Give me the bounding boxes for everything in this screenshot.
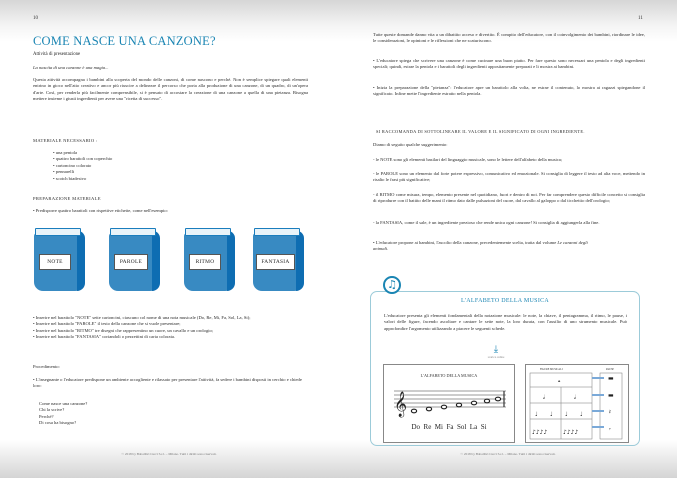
svg-text:♪♪♪♪: ♪♪♪♪ (563, 429, 579, 436)
prep-intro: • Predisporre quattro barattoli con rispettive etichette, come nell'esempio: (33, 208, 168, 213)
note-names: Do Re Mi Fa Sol La Si (411, 423, 487, 431)
download-button[interactable] (482, 345, 510, 359)
svg-text:♩: ♩ (565, 411, 568, 418)
prep-step: • Inserire nel barattolo "NOTE" sette cartoncini, ciascuno col nome di una nota musicale (Do, Re, Mi, Fa, Sol, La, Si); (33, 315, 251, 320)
procedure-text: • L'insegnante o l'educatore predispone un ambiente accogliente e rilassato per presentare l'attività, fa sedere i bambini disposti in cerchio e chiede loro: (33, 377, 302, 389)
final-bullet: • L'educatore propone ai bambini, l'ascolto della canzone, precedentemente scelta, tratta dal volume Le canzoni degli animali. (373, 240, 588, 252)
music-note-icon: ♫ (383, 276, 401, 294)
material-item: • quattro barattoli con coperchio (53, 156, 113, 162)
jar-fantasia (253, 228, 304, 291)
page-title: COME NASCE UNA CANZONE? (33, 34, 216, 48)
opening-paragraph: Tutte queste domande danno vita a un dibattito acceso e divertito. È compito dell'educatore, con il coinvolgimento dei bambini, riordinare le idee, le considerazioni, le opinioni e le riflessioni che ne scaturiscono. (373, 32, 645, 44)
suggestion-ritmo: - il RITMO come misura, tempo, elemento presente nel quotidiano, fuori e dentro di noi. Per far comprendere questo difficile concetto si consiglia di riprodurre con il battito delle mani il ritmo dato dalle pulsazioni del cuore, dal cavallo al galoppo o dal ticchettio dell'orologio; (373, 192, 645, 204)
jar-label: NOTE (39, 254, 71, 270)
procedure-heading: Procedimento: (33, 364, 60, 369)
download-icon: ⤓ (493, 344, 499, 355)
material-item: • una pentola (53, 150, 78, 155)
svg-text:♩: ♩ (580, 411, 583, 418)
bullet-1: • L'educatore spiega che scrivere una canzone è come cucinare una buon piatto. Per fare questo sono necessari una pentola e degli ingredienti speciali; quindi, estrae la pentola e i barattoli degli ingredienti appositamente preparati e li mostra ai bambini. (373, 58, 645, 70)
question: Chi la scrive? (39, 407, 65, 413)
footer-left: © 2018 by Babalibri Curci S.r.l. – Milano. Tutti i diritti sono riservati. (121, 452, 217, 456)
svg-text:𝅝: 𝅝 (558, 377, 561, 384)
svg-text:♩: ♩ (550, 411, 553, 418)
col-pause: PAUSE (606, 368, 614, 371)
svg-text:𝅗𝅥: 𝅗𝅥 (574, 394, 576, 401)
suggestion-parole: - le PAROLE sono un elemento dal forte potere espressivo, comunicativo ed emozionale. Si consiglia di leggere il testo ad alta voce, mettendo in risalto le frasi più significative; (373, 171, 645, 183)
svg-text:♩: ♩ (535, 411, 538, 418)
prep-step: • Inserire nel barattolo "FANTASIA" coriandoli o pezzettini di carta colorata. (33, 334, 176, 340)
suggestions-intro: Diamo di seguito qualche suggerimento: (373, 142, 448, 147)
intro-paragraph: Questa attività accompagna i bambini alla scoperta del mondo delle canzoni, di come nascono e perché. Non è semplice spiegare quali elementi entrino in gioco nell'atto creativo e ancor più riuscire a delineare il percorso che porta alla produzione di una canzone, di un quadro, di un'opera d'arte. Così, per renderla più facilmente comprensibile, si è pensato di accostare la creazione di una canzone a quella di una pietanza. Bisogna mettere insieme i giusti ingredienti per avere una "ricetta di successo". (33, 77, 308, 102)
jar-note (34, 228, 85, 291)
subtitle: Attività di presentazione (33, 52, 81, 57)
bullet-2: • Inizia la preparazione della "pietanza": l'educatore apre un barattolo alla volta, ne estrae il contenuto, lo mostra ai ragazzi spiegandone il significato. Infine mette l'ingrediente estratto nella pentola. (373, 85, 645, 97)
prep-steps (33, 315, 308, 341)
jar-label: RITMO (189, 254, 221, 270)
suggestion-fantasia: - la FANTASIA, come il sale, è un ingrediente prezioso che rende unica ogni canzone! Si consiglia di aggiungerla alla fine. (373, 220, 600, 225)
svg-text:𝄽: 𝄽 (609, 409, 611, 416)
figures-table (526, 365, 628, 442)
box-text: L'educatore presenta gli elementi fondamentali della notazione musicale: le note, la chiave, il pentagramma, il ritmo, le pause, i valori delle figure, facendo ascoltare e cantare le sette note, la loro durata, con l'ausilio di uno strumento musicale. Può approfondire l'argomento utilizzando a piacere le seguenti schede. (384, 313, 627, 331)
suggestion-note: - le NOTE sono gli elementi basilari del linguaggio musicale, sono le lettere dell'alfabeto della musica; (373, 157, 563, 162)
material-item: • scotch biadesivo (53, 175, 87, 181)
material-item: • pennarelli (53, 169, 75, 175)
recommendation: SI RACCOMANDA DI SOTTOLINEARE IL VALORE E IL SIGNIFICATO DI OGNI INGREDIENTE. (376, 129, 585, 134)
prep-step: • Inserire nel barattolo "RITMO" tre disegni che rappresentino un cuore, un cavallo e un orologio; (33, 327, 214, 333)
worksheet-figure[interactable] (525, 364, 629, 443)
prep-heading: PREPARAZIONE MATERIALE (33, 196, 101, 201)
question: Di cosa ha bisogno? (39, 420, 77, 426)
svg-text:▬: ▬ (608, 392, 614, 399)
download-label: scarica online (487, 355, 505, 359)
jar-label: FANTASIA (256, 254, 295, 270)
materials-heading: MATERIALE NECESSARIO : (33, 138, 98, 143)
prep-step: • Inserire nel barattolo "PAROLE" il testo della canzone che si vuole presentare; (33, 321, 181, 327)
jar-parole (109, 228, 160, 291)
page-number-right: 11 (638, 16, 643, 21)
svg-text:▬: ▬ (608, 375, 614, 382)
svg-text:𝄞: 𝄞 (394, 392, 408, 417)
intro-italic: La nascita di una canzone è una magia... (33, 65, 109, 70)
worksheet-alfabeto[interactable] (383, 364, 515, 443)
svg-text:𝅗𝅥: 𝅗𝅥 (543, 394, 545, 401)
footer-right: © 2018 by Babalibri Curci S.r.l. – Milano. Tutti i diritti sono riservati. (460, 452, 556, 456)
page-number-left: 10 (33, 16, 38, 21)
jar-ritmo (184, 228, 235, 291)
svg-text:♪♪♪♪: ♪♪♪♪ (532, 429, 548, 436)
card-title: L'ALFABETO DELLA MUSICA (420, 373, 478, 378)
col-figure: FIGURE MUSICALI (540, 368, 563, 371)
materials-list (53, 150, 112, 182)
questions-list (39, 401, 87, 427)
box-title: L'ALFABETO DELLA MUSICA (460, 298, 550, 304)
left-page (0, 0, 338, 478)
question: Come nasce una canzone? (39, 401, 88, 406)
jar-label: PAROLE (114, 254, 148, 270)
question: Perché? (39, 413, 54, 419)
svg-text:𝄾: 𝄾 (609, 426, 611, 433)
material-item: • cartoncino colorato (53, 162, 92, 168)
